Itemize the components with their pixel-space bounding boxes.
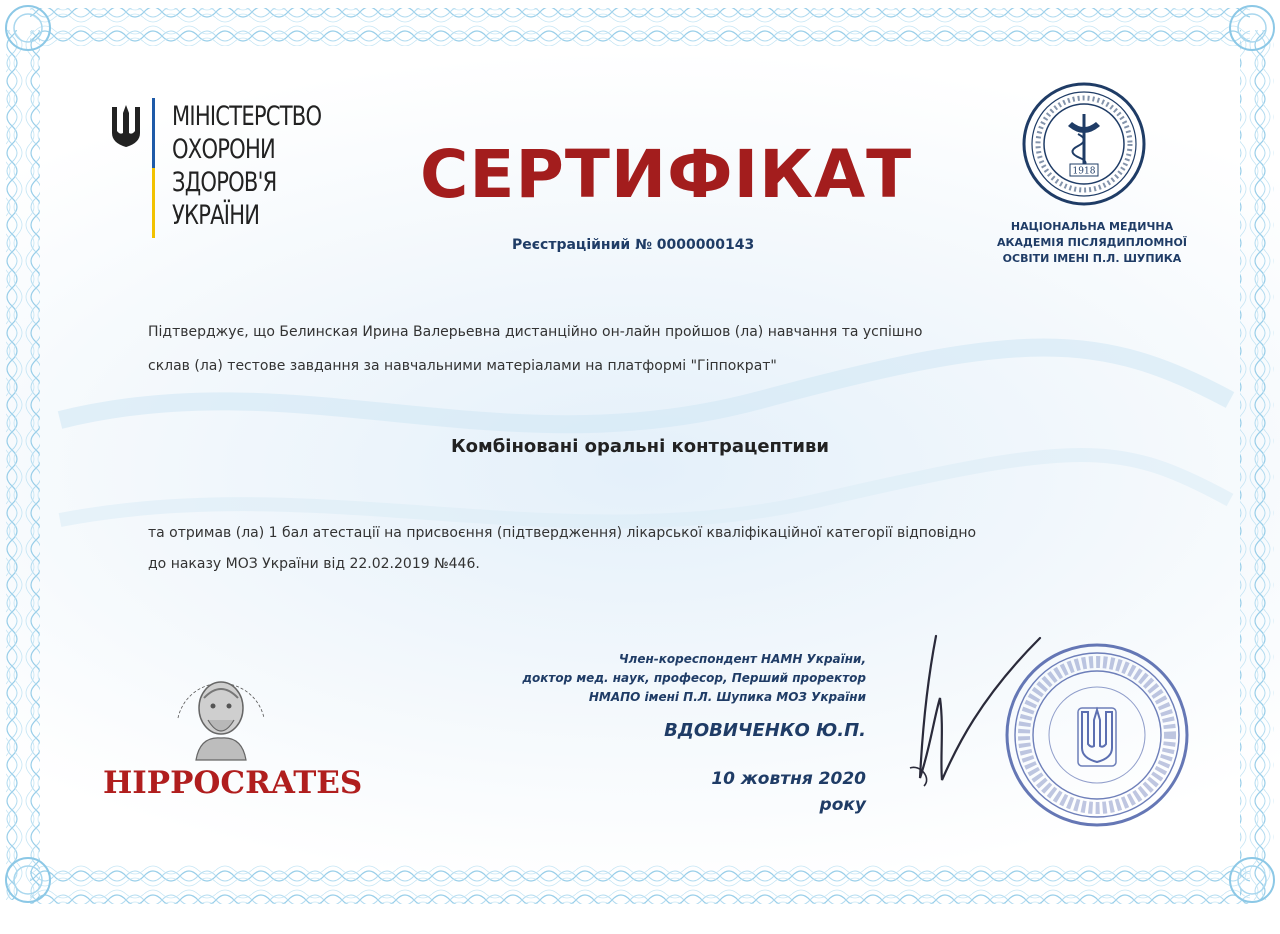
academy-name-line: ОСВІТИ ІМЕНІ П.Л. ШУПИКА [1002,252,1182,265]
academy-name [968,219,1216,267]
certificate-title: СЕРТИФІКАТ [420,136,913,213]
academy-seal-icon [1020,80,1148,208]
ministry-name-line: МІНІСТЕРСТВО [172,101,322,132]
academy-name-line: АКАДЕМІЯ ПІСЛЯДИПЛОМНОЇ [997,236,1187,249]
confirmation-text-line: склав (ла) тестове завдання за навчальними матеріалами на платформі "Гіппократ" [148,358,777,374]
ministry-logo-divider-top [152,98,155,168]
ministry-name [172,100,321,232]
academy-seal-year: 1918 [1072,166,1096,177]
signatory-title [522,650,866,707]
ministry-name-line: ОХОРОНИ [172,134,275,165]
ministry-name-line: УКРАЇНИ [172,200,260,231]
award-text-line: до наказу МОЗ України від 22.02.2019 №446. [148,556,480,572]
trident-icon [108,103,144,151]
issue-date [711,766,866,818]
confirmation-text-line: Підтверджує, що Белинская Ирина Валерьевна дистанційно он-лайн пройшов (ла) навчання та успішно [148,324,923,340]
signatory-title-line: доктор мед. наук, професор, Перший проректор [522,671,866,685]
ministry-name-line: ЗДОРОВ'Я [172,167,277,198]
hippocrates-wordmark: HIPPOCRATES [103,765,363,801]
course-title: Комбіновані оральні контрацептиви [450,436,830,457]
registration-number: Реєстраційний № 0000000143 [512,237,755,253]
academy-name-line: НАЦІОНАЛЬНА МЕДИЧНА [1010,220,1174,233]
signatory-title-line: НМАПО імені П.Л. Шупика МОЗ України [588,690,866,704]
hippocrates-bust-icon [166,660,276,764]
issue-date-line: 10 жовтня 2020 [711,769,866,789]
official-stamp-icon [1002,640,1192,830]
signatory-name: ВДОВИЧЕНКО Ю.П. [664,720,866,741]
signatory-title-line: Член-кореспондент НАМН України, [618,652,866,666]
award-text-line: та отримав (ла) 1 бал атестації на присвоєння (підтвердження) лікарської кваліфікаційної категорії відповідно [148,525,977,541]
issue-date-line: року [819,795,866,815]
